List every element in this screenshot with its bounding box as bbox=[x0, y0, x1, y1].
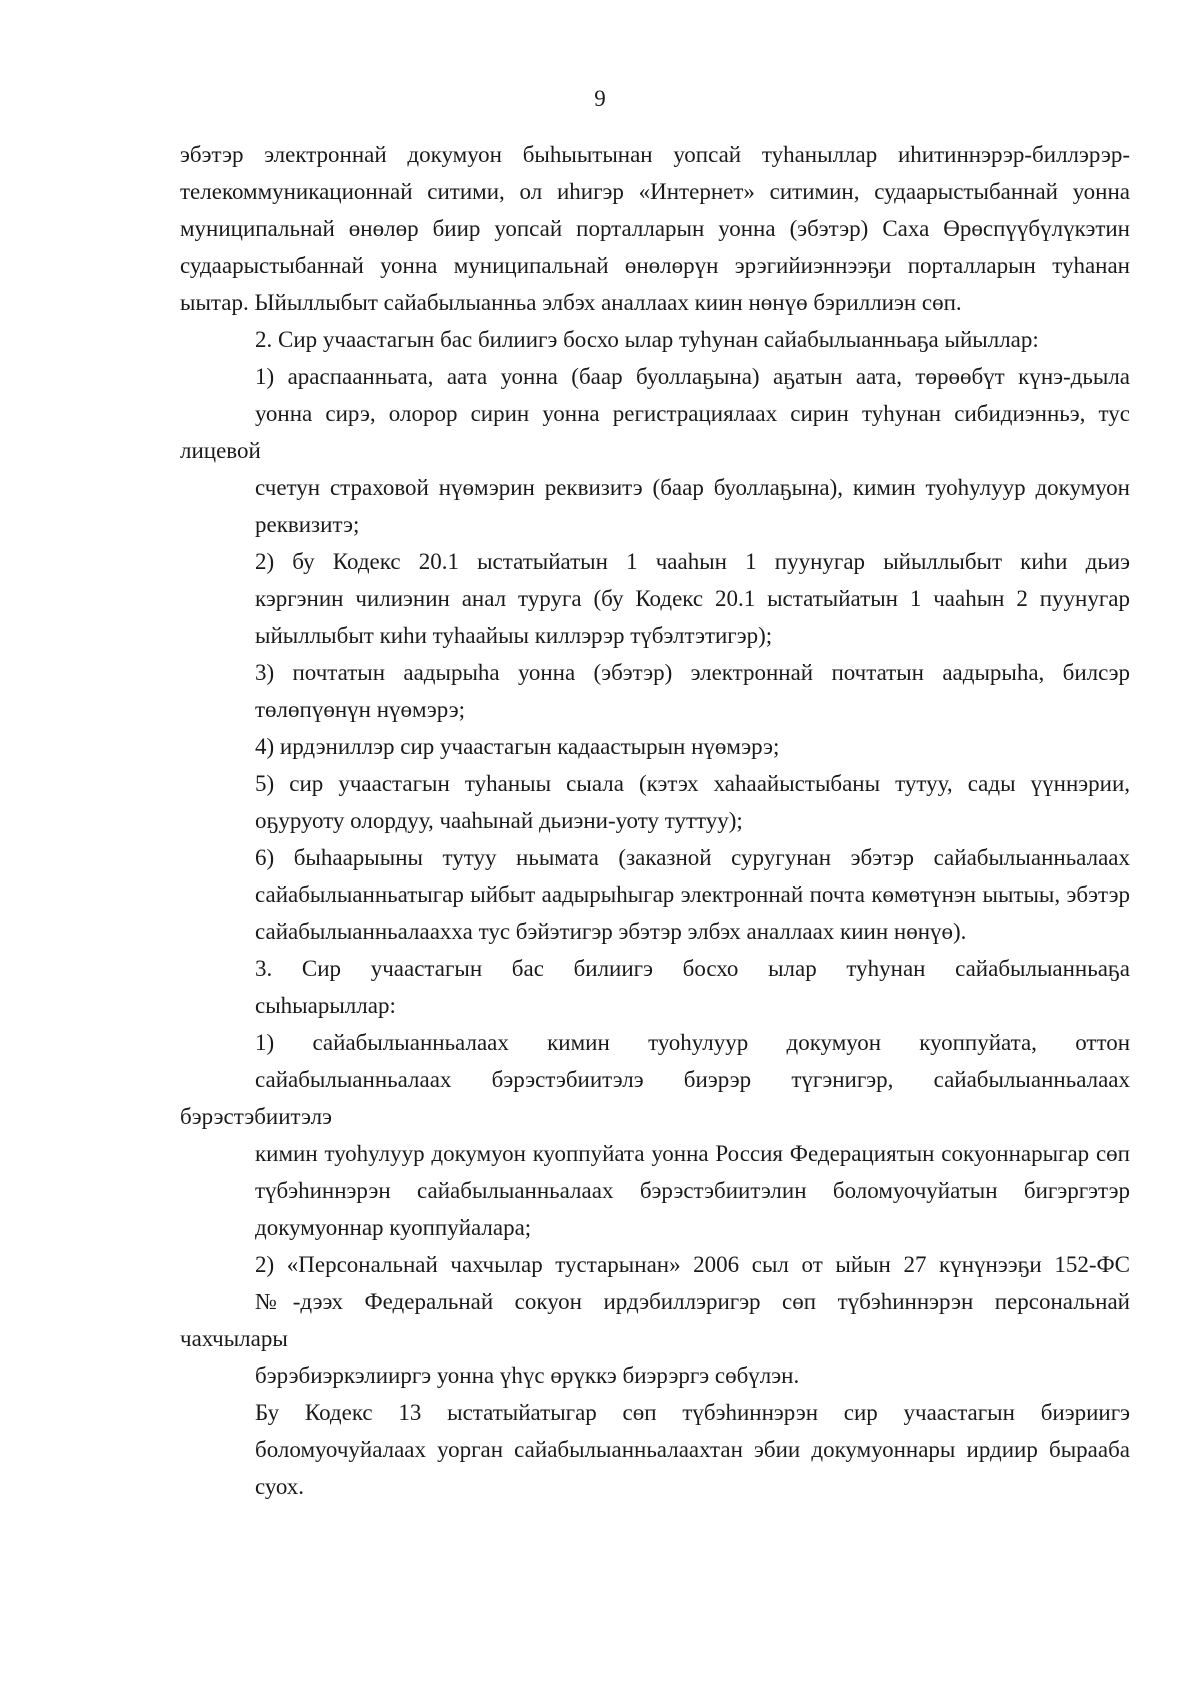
text-line: суох. bbox=[255, 1474, 305, 1499]
text-line: сайабылыанньалаахха тус бэйэтигэр эбэтэр элбэх аналлаах киин нөнүө). bbox=[255, 919, 967, 944]
paragraph-subitem-2 bbox=[180, 543, 1130, 654]
text-line: сайабылыанньалаах бэрэстэбиитэлэ биэрэр түгэнигэр, сайабылыанньалаах бэрэстэбиитэлэ bbox=[180, 1067, 1130, 1129]
text-line: 2) «Персональнай чахчылар тустарынан» 2006 сыл от ыйын 27 күнүнээҕи 152-ФС bbox=[255, 1252, 1130, 1277]
text-line: счетун страховой нүөмэрин реквизитэ (баар буоллаҕына), кимин туоһулуур докумуон bbox=[255, 475, 1130, 500]
text-line: 1) араспаанньата, аата уонна (баар буоллаҕына) аҕатын аата, төрөөбүт күнэ-дьыла bbox=[255, 364, 1130, 389]
text-line: боломуочуйалаах уорган сайабылыанньалаахтан эбии докумуоннары ирдиир бырааба bbox=[255, 1437, 1130, 1462]
text-line: түбэһиннэрэн сайабылыанньалаах бэрэстэбиитэлин боломуочуйатын бигэргэтэр bbox=[255, 1178, 1130, 1203]
text-line: докумуоннар куоппуйалара; bbox=[255, 1215, 532, 1240]
text-line: 4) ирдэниллэр сир учаастагын кадаастырын нүөмэрэ; bbox=[255, 734, 780, 759]
text-line: судаарыстыбаннай уонна муниципальнай өнөлөрүн эрэгийиэннээҕи порталларын туһанан bbox=[180, 253, 1130, 278]
text-line: бэрэбиэркэлииргэ уонна үһүс өрүккэ биэрэргэ сөбүлэн. bbox=[255, 1363, 800, 1388]
text-line: сайабылыанньатыгар ыйбыт аадырыһыгар электроннай почта көмөтүнэн ыытыы, эбэтэр bbox=[255, 882, 1130, 907]
text-line: №-дээх Федеральнай сокуон ирдэбиллэригэр сөп түбэһиннэрэн персональнай чахчылары bbox=[180, 1289, 1130, 1351]
text-line: төлөпүөнүн нүөмэрэ; bbox=[255, 697, 466, 722]
page-number: 9 bbox=[594, 86, 606, 111]
paragraph-subitem-2-attachments bbox=[180, 1246, 1130, 1394]
text-line: реквизитэ; bbox=[255, 512, 360, 537]
text-line: сыһыарыллар: bbox=[255, 993, 396, 1018]
text-line: муниципальнай өнөлөр биир уопсай порталларын уонна (эбэтэр) Саха Өрөспүүбүлүкэтин bbox=[180, 216, 1130, 241]
text-line: эбэтэр электроннай докумуон быһыытынан уопсай туһаныллар иһитиннэрэр-биллэрэр- bbox=[180, 142, 1130, 167]
text-line: уонна сирэ, олорор сирин уонна регистрациялаах сирин туһунан сибидиэнньэ, тус лицевой bbox=[180, 401, 1130, 463]
text-line: кэргэнин чилиэнин анал туруга (бу Кодекс 20.1 ыстатыйатын 1 чааһын 2 пуунугар bbox=[255, 586, 1130, 611]
paragraph-subitem-6 bbox=[180, 839, 1130, 950]
text-line: 1) сайабылыанньалаах кимин туоһулуур докумуон куоппуйата, оттон bbox=[255, 1030, 1130, 1055]
text-line: ыытар. Ыйыллыбыт сайабылыанньа элбэх аналлаах киин нөнүө бэриллиэн сөп. bbox=[180, 290, 962, 315]
text-line: кимин туоһулуур докумуон куоппуйата уонна Россия Федерациятын сокуоннарыгар сөп bbox=[255, 1141, 1130, 1166]
paragraph-subitem-1-attachments bbox=[180, 1024, 1130, 1246]
text-line: телекоммуникационнай ситими, ол иһигэр «Интернет» ситимин, судаарыстыбаннай уонна bbox=[180, 179, 1130, 204]
text-line: ыйыллыбыт киһи туһаайыы киллэрэр түбэлтэтигэр); bbox=[255, 623, 773, 648]
text-line: 2) бу Кодекс 20.1 ыстатыйатын 1 чааһын 1 пуунугар ыйыллыбыт киһи дьиэ bbox=[255, 549, 1130, 574]
text-line: оҕуруоту олордуу, чааһынай дьиэни-уоту туттуу); bbox=[255, 808, 743, 833]
text-line: 6) быһаарыыны тутуу ньымата (заказной суругунан эбэтэр сайабылыанньалаах bbox=[255, 845, 1130, 870]
document-body bbox=[180, 136, 1130, 1505]
paragraph-subitem-5 bbox=[180, 765, 1130, 839]
paragraph-item-2 bbox=[180, 321, 1130, 358]
paragraph-item-3 bbox=[180, 950, 1130, 1024]
paragraph-subitem-1 bbox=[180, 358, 1130, 543]
paragraph-subitem-4 bbox=[180, 728, 1130, 765]
paragraph-closing bbox=[180, 1394, 1130, 1505]
text-line: 2. Сир учаастагын бас билиигэ босхо ылар туһунан сайабылыанньаҕа ыйыллар: bbox=[255, 327, 1039, 352]
text-line: 3. Сир учаастагын бас билиигэ босхо ылар туһунан сайабылыанньаҕа bbox=[255, 956, 1130, 981]
text-line: Бу Кодекс 13 ыстатыйатыгар сөп түбэһиннэрэн сир учаастагын биэриигэ bbox=[255, 1400, 1130, 1425]
text-line: 5) сир учаастагын туһаныы сыала (кэтэх хаһаайыстыбаны тутуу, сады үүннэрии, bbox=[255, 771, 1130, 796]
paragraph-subitem-3 bbox=[180, 654, 1130, 728]
text-line: 3) почтатын аадырыһа уонна (эбэтэр) электроннай почтатын аадырыһа, билсэр bbox=[255, 660, 1130, 685]
paragraph-continuation bbox=[180, 136, 1130, 321]
